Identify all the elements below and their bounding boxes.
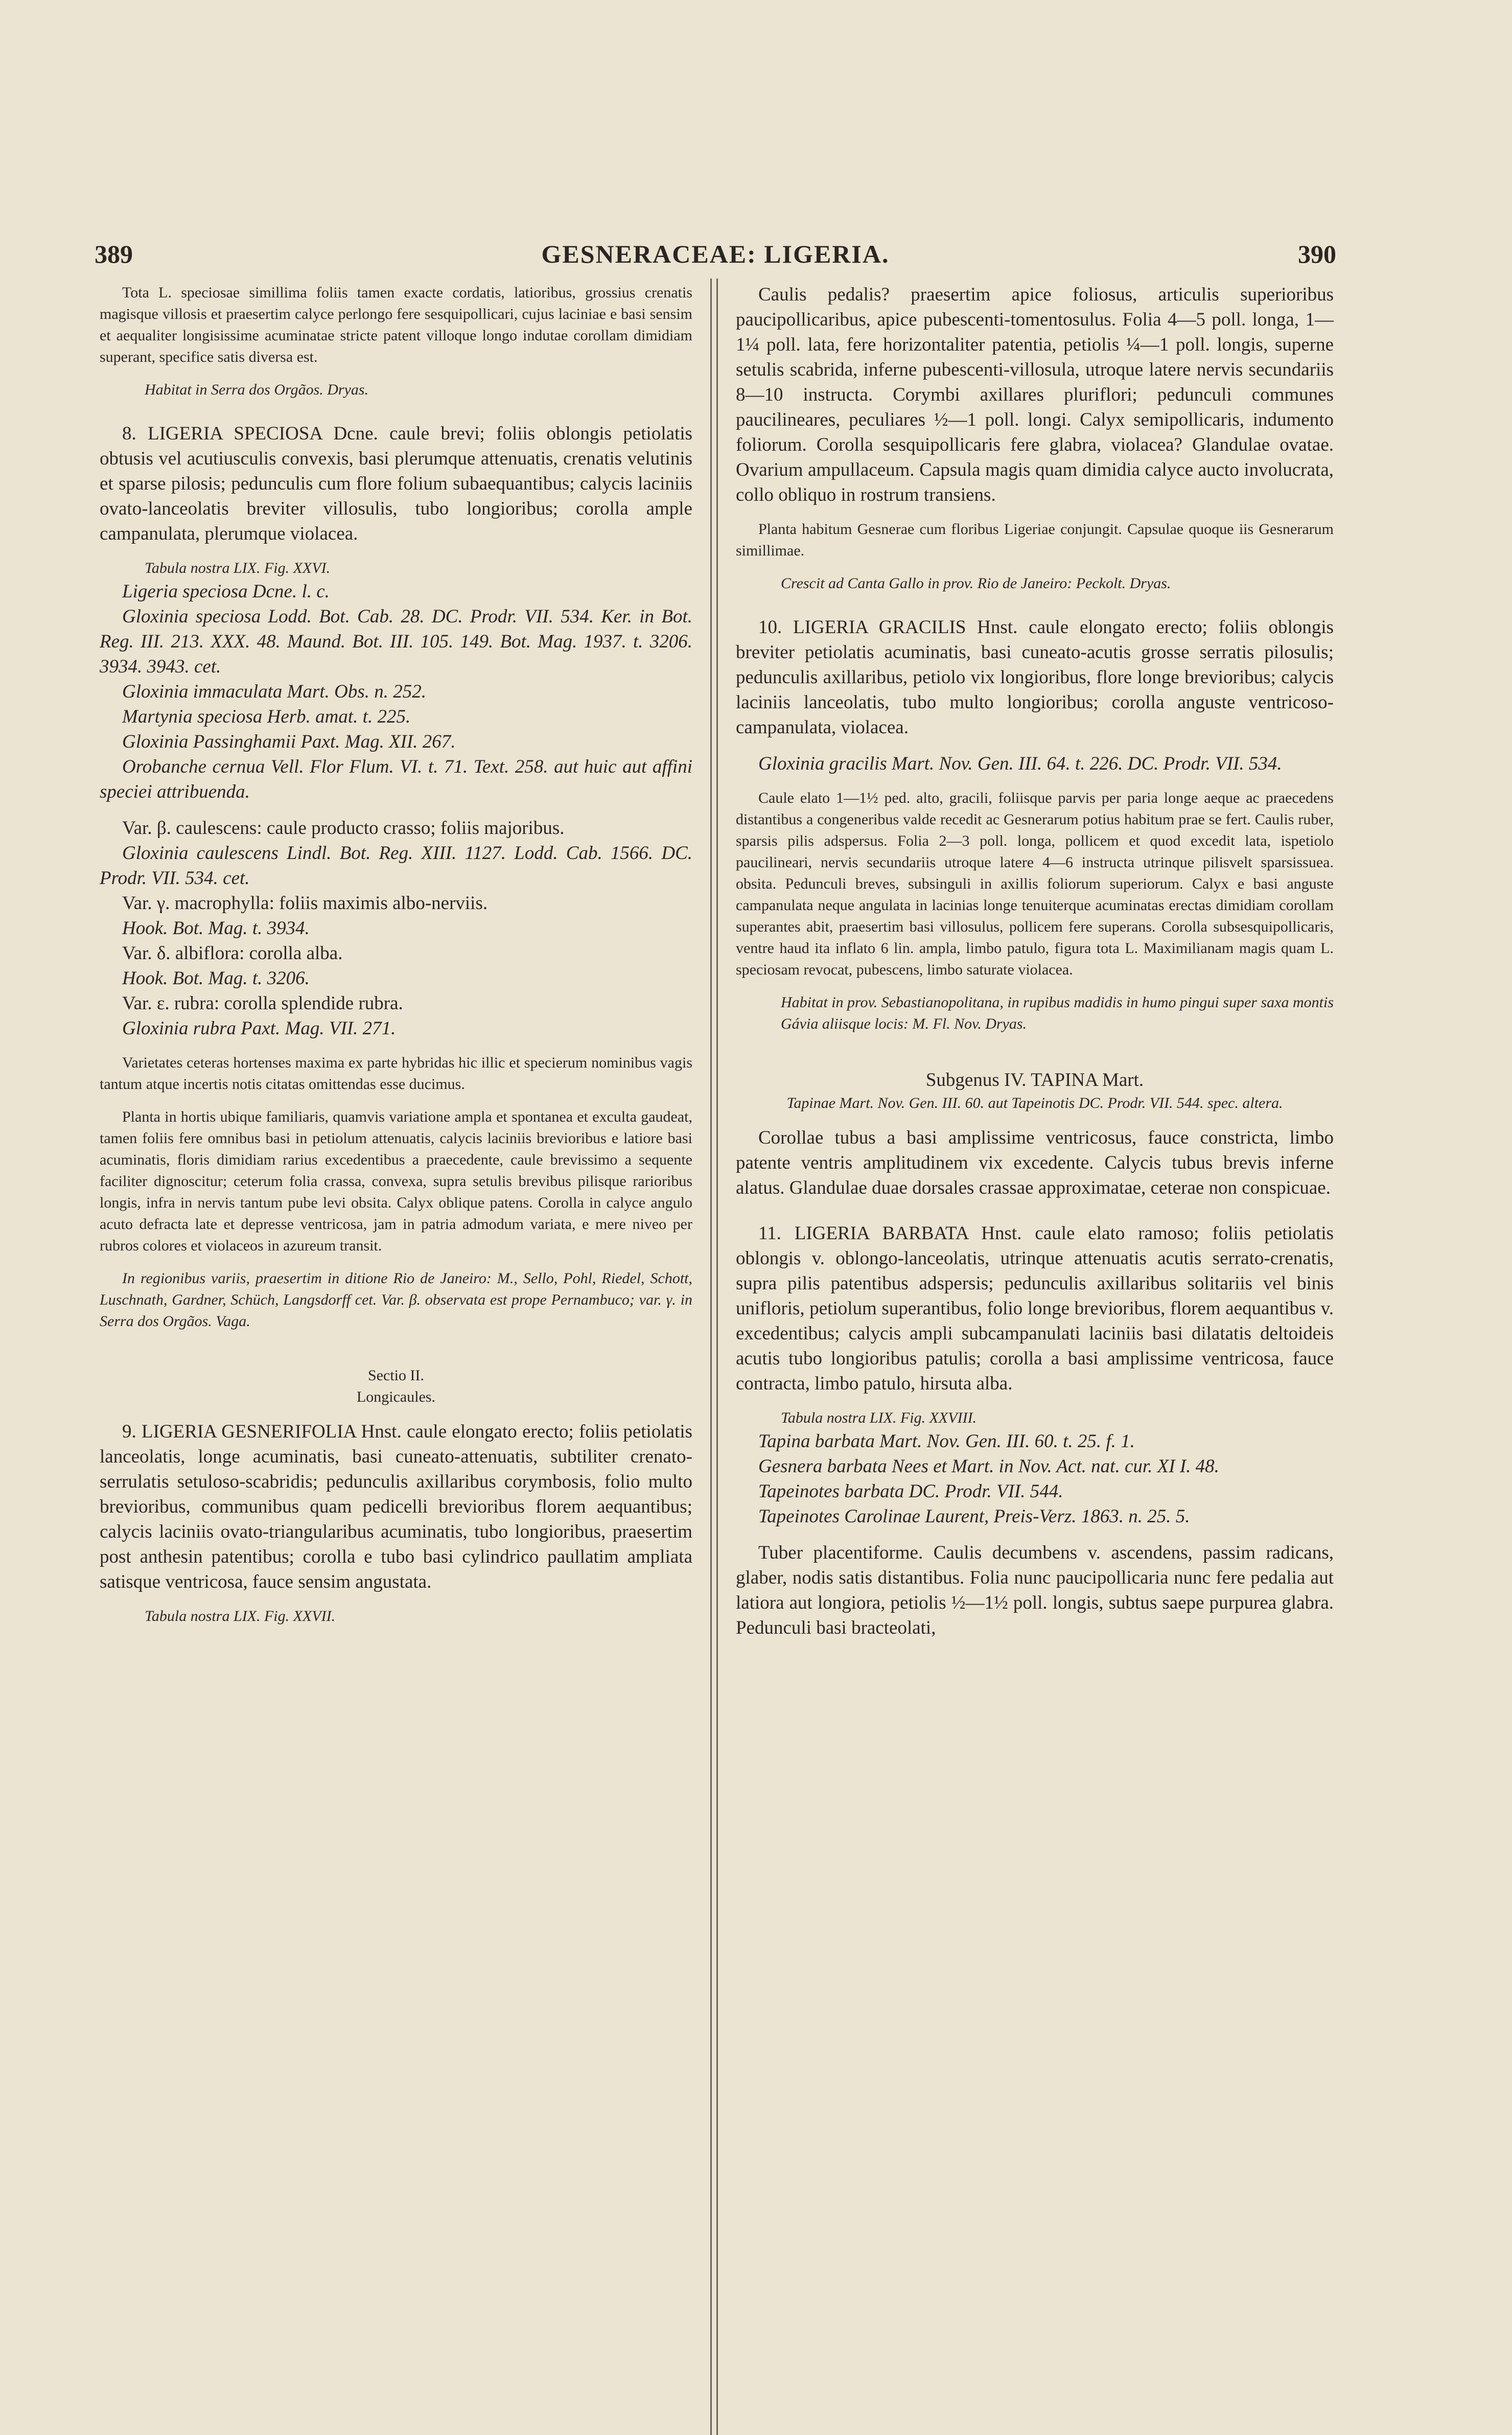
left-paragraph: Planta in hortis ubique familiaris, quamvis variatione ampla et spontanea et exculta gaudeat, tamen foliis fere omnibus basi in petiolum attenuatis, calycis laciniis brevioribus e latiore basi acuminatis, floris dimidiam rarius excedentibus a praecedente, caule brevissimo a sequente faciliter dignoscitur; ceterum folia crassa, convexa, supra setulis brevibus pilisque rarioribus longis, infra in nervis tantum pube levi obsita. Calyx oblique patens. Corolla in calyce angulo acuto defracta late et depresse ventricosa, jam in patria admodum variata, e mere niveo per rubros colores et violaceos in azureum transit. <box>100 1108 692 1254</box>
right-paragraph: Tuber placentiforme. Caulis decumbens v. ascendens, passim radicans, glaber, nodis satis distantibus. Folia nunc paucipollicaria nunc fere pedalia aut latiora aut longiora, petiolis ½—1½ poll. longis, subtus saepe purpurea glabra. Pedunculi basi bracteolati, <box>736 1542 1334 1638</box>
right-paragraph: Corollae tubus a basi amplissime ventricosus, fauce constricta, limbo patente ventris amplitudinem vix excedente. Calycis tubus brevis inferne alatus. Glandulae duae dorsales crassae approximatae, ceterae non conspicuae. <box>736 1127 1334 1198</box>
spacer <box>100 1408 692 1419</box>
left-paragraph: Hook. Bot. Mag. t. 3934. <box>122 918 310 939</box>
right-paragraph: Subgenus IV. TAPINA Mart. <box>925 1070 1144 1091</box>
right-paragraph: Crescit ad Canta Gallo in prov. Rio de Janeiro: Peckolt. Dryas. <box>781 575 1171 592</box>
left-column <box>100 282 692 1627</box>
spacer <box>736 1529 1334 1540</box>
left-paragraph: Sectio II. <box>368 1367 424 1384</box>
spacer <box>100 401 692 421</box>
left-paragraph: Var. β. caulescens: caule producto crasso; foliis majoribus. <box>122 818 565 839</box>
spacer <box>736 1200 1334 1221</box>
spacer <box>736 562 1334 573</box>
left-paragraph: Var. γ. macrophylla: foliis maximis albo-nerviis. <box>122 893 488 914</box>
right-column <box>736 282 1334 1640</box>
right-paragraph: Tapeinotes Carolinae Laurent, Preis-Verz. 1863. n. 25. 5. <box>758 1506 1190 1527</box>
spacer <box>100 546 692 558</box>
spacer <box>736 740 1334 751</box>
left-paragraph: Longicaules. <box>356 1388 436 1405</box>
right-paragraph: Habitat in prov. Sebastianopolitana, in rupibus madidis in humo pingui super saxa montis Gávia aliisque locis: M. Fl. Nov. Dryas. <box>781 994 1334 1032</box>
right-paragraph: Planta habitum Gesnerae cum floribus Ligeriae conjungit. Capsulae quoque iis Gesnerarum simillimae. <box>736 521 1334 559</box>
column-divider <box>710 279 718 2435</box>
spacer <box>100 1332 692 1365</box>
spacer <box>100 1257 692 1268</box>
left-paragraph: Gloxinia rubra Paxt. Mag. VII. 271. <box>122 1018 396 1039</box>
left-paragraph: 8. LIGERIA SPECIOSA Dcne. caule brevi; foliis oblongis petiolatis obtusis vel acutiusculis convexis, basi plerumque attenuatis, crenatis velutinis et sparse pilosis; pedunculis cum flore folium subaequantibus; calycis laciniis ovato-lanceolatis breviter villosulis, tubo longioribus; corolla ample campanulata, plerumque violacea. <box>100 423 692 544</box>
spacer <box>736 776 1334 787</box>
right-paragraph: Caule elato 1—1½ ped. alto, gracili, foliisque parvis per paria longe aeque ac praecedens distantibus a congeneribus valde recedit ac Gesnerarum potius habitum prae se fert. Caulis ruber, sparsis pilis adspersus. Folia 2—3 poll. longa, pollicem et quod excedit lata, ispetiolo paucilineari, nervis secundariis utroque latere 4—6 instructa utrinque pilisvelt sparsissuea. obsita. Pedunculi breves, subsinguli in axillis foliorum superiorum. Calyx e basi anguste campanulata neque angulata in lacinias longe tenuiterque acuminatas erectas dimidiam corollam superantes abit, praesertim basi villosulus, pollicem fere superans. Corolla subsesquipollicaris, ventre haud ita inflato 6 lin. ampla, limbo patulo, figura tota L. Maximilianam magis quam L. speciosam revocat, pubescens, limbo saturate violacea. <box>736 790 1334 978</box>
running-header <box>95 239 1336 275</box>
spacer <box>100 368 692 379</box>
spacer <box>100 804 692 816</box>
page-number-right: 390 <box>1298 240 1336 268</box>
right-paragraph: 10. LIGERIA GRACILIS Hnst. caule elongato erecto; foliis oblongis breviter petiolatis acuminatis, basi cuneato-acutis grosse serratis pilosulis; pedunculis axillaribus, petiolo vix longioribus, flore longe brevioribus; calycis laciniis lanceolatis, tubo multo longioribus; corolla anguste ventricoso-campanulata, violacea. <box>736 617 1334 738</box>
right-paragraph: Caulis pedalis? praesertim apice foliosus, articulis superioribus paucipollicaribus, apice pubescenti-tomentosulus. Folia 4—5 poll. longa, 1—1¼ poll. lata, fere horizontaliter patentia, petiolis ¼—1 poll. longis, superne setulis scabrida, inferne pubescenti-villosula, utroque latere nervis secundariis 8—10 instructa. Corymbi axillares pluriflori; pedunculi communes paucilineares, peculiares ½—1 poll. longi. Calyx semipollicaris, indumento foliorum. Corolla sesquipollicaris fere glabra, violacea? Glandulae ovatae. Ovarium ampullaceum. Capsula magis quam dimidia calyce aucto involucrata, collo obliquo in rostrum transiens. <box>736 284 1334 505</box>
running-title: GESNERACEAE: LIGERIA. <box>541 240 890 268</box>
left-paragraph: In regionibus variis, praesertim in ditione Rio de Janeiro: M., Sello, Pohl, Riedel, Schott, Luschnath, Gardner, Schüch, Langsdorff cet. Var. β. observata est prope Pernambuco; var. γ. in Serra dos Orgãos. Vaga. <box>100 1270 692 1330</box>
left-paragraph: Ligeria speciosa Dcne. l. c. <box>122 581 330 602</box>
spacer <box>100 1095 692 1106</box>
spacer <box>736 1396 1334 1407</box>
spacer <box>736 1035 1334 1068</box>
right-paragraph: Tapina barbata Mart. Nov. Gen. III. 60. t. 25. f. 1. <box>758 1431 1135 1452</box>
spacer <box>736 594 1334 615</box>
right-paragraph: Tapinae Mart. Nov. Gen. III. 60. aut Tapeinotis DC. Prodr. VII. 544. spec. altera. <box>786 1095 1283 1111</box>
left-paragraph: Tabula nostra LIX. Fig. XXVII. <box>145 1608 336 1625</box>
spacer <box>100 1041 692 1052</box>
right-paragraph: Gesnera barbata Nees et Mart. in Nov. Act. nat. cur. XI I. 48. <box>758 1456 1219 1477</box>
spacer <box>736 981 1334 992</box>
left-paragraph: Gloxinia immaculata Mart. Obs. n. 252. <box>122 681 427 702</box>
left-paragraph: Var. ε. rubra: corolla splendide rubra. <box>122 993 403 1014</box>
right-paragraph: Gloxinia gracilis Mart. Nov. Gen. III. 64. t. 226. DC. Prodr. VII. 534. <box>758 753 1282 774</box>
left-paragraph: Martynia speciosa Herb. amat. t. 225. <box>122 706 411 727</box>
left-paragraph: Tabula nostra LIX. Fig. XXVI. <box>145 560 331 576</box>
left-paragraph: Tota L. speciosae simillima foliis tamen exacte cordatis, latioribus, grossius crenatis magisque villosis et praesertim calyce perlongo fere sesquipollicari, cujus laciniae e basi sensim et aequaliter longisissime acuminatae stricte patent villoque longo indutae corollam dimidiam superant, specifice satis diversa est. <box>100 284 692 365</box>
page-number-left: 389 <box>95 240 133 268</box>
left-paragraph: Gloxinia caulescens Lindl. Bot. Reg. XIII. 1127. Lodd. Cab. 1566. DC. Prodr. VII. 534. cet. <box>100 843 692 889</box>
left-paragraph: Habitat in Serra dos Orgãos. Dryas. <box>145 381 369 398</box>
left-paragraph: 9. LIGERIA GESNERIFOLIA Hnst. caule elongato erecto; foliis petiolatis lanceolatis, longe acuminatis, basi cuneato-attenuatis, subtiliter crenato-serrulatis setuloso-scabridis; pedunculis axillaribus corymbosis, folio multo brevioribus, communibus quam pedicelli brevioribus florem aequantibus; calycis laciniis ovato-triangularibus acuminatis, tubo longioribus, praesertim post anthesin patentibus; corolla e tubo basi cylindrico paullatim ampliata satisque ventricosa, fauce sensim angustata. <box>100 1421 692 1592</box>
spacer <box>736 1114 1334 1125</box>
left-paragraph: Gloxinia Passinghamii Paxt. Mag. XII. 267. <box>122 731 456 752</box>
spacer <box>736 507 1334 519</box>
left-paragraph: Varietates ceteras hortenses maxima ex parte hybridas hic illic et specierum nominibus vagis tantum atque incertis notis citatas omittendas esse ducimus. <box>100 1054 692 1093</box>
right-paragraph: 11. LIGERIA BARBATA Hnst. caule elato ramoso; foliis petiolatis oblongis v. oblongo-lanceolatis, utrinque attenuatis acutis serrato-crenatis, supra pilis patentibus adspersis; pedunculis axillaribus solitariis vel binis unifloris, petiolum superantibus, folio longe brevioribus, florem aequantibus v. excedentibus; calycis ampli subcampanulati laciniis basi dilatatis deltoideis acutis tubo longioribus patulis; corolla a basi amplissime ventricosa, fauce contracta, limbo patulo, hirsuta alba. <box>736 1223 1334 1394</box>
left-paragraph: Hook. Bot. Mag. t. 3206. <box>122 968 310 989</box>
left-paragraph: Var. δ. albiflora: corolla alba. <box>122 943 343 964</box>
left-paragraph: Gloxinia speciosa Lodd. Bot. Cab. 28. DC. Prodr. VII. 534. Ker. in Bot. Reg. III. 213. XXX. 48. Maund. Bot. III. 105. 149. Bot. Mag. 1937. t. 3206. 3934. 3943. cet. <box>100 606 692 677</box>
right-paragraph: Tapeinotes barbata DC. Prodr. VII. 544. <box>758 1481 1063 1502</box>
right-paragraph: Tabula nostra LIX. Fig. XXVIII. <box>781 1409 977 1426</box>
spacer <box>100 1594 692 1606</box>
left-paragraph: Orobanche cernua Vell. Flor Flum. VI. t. 71. Text. 258. aut huic aut affini speciei attribuenda. <box>100 756 692 802</box>
